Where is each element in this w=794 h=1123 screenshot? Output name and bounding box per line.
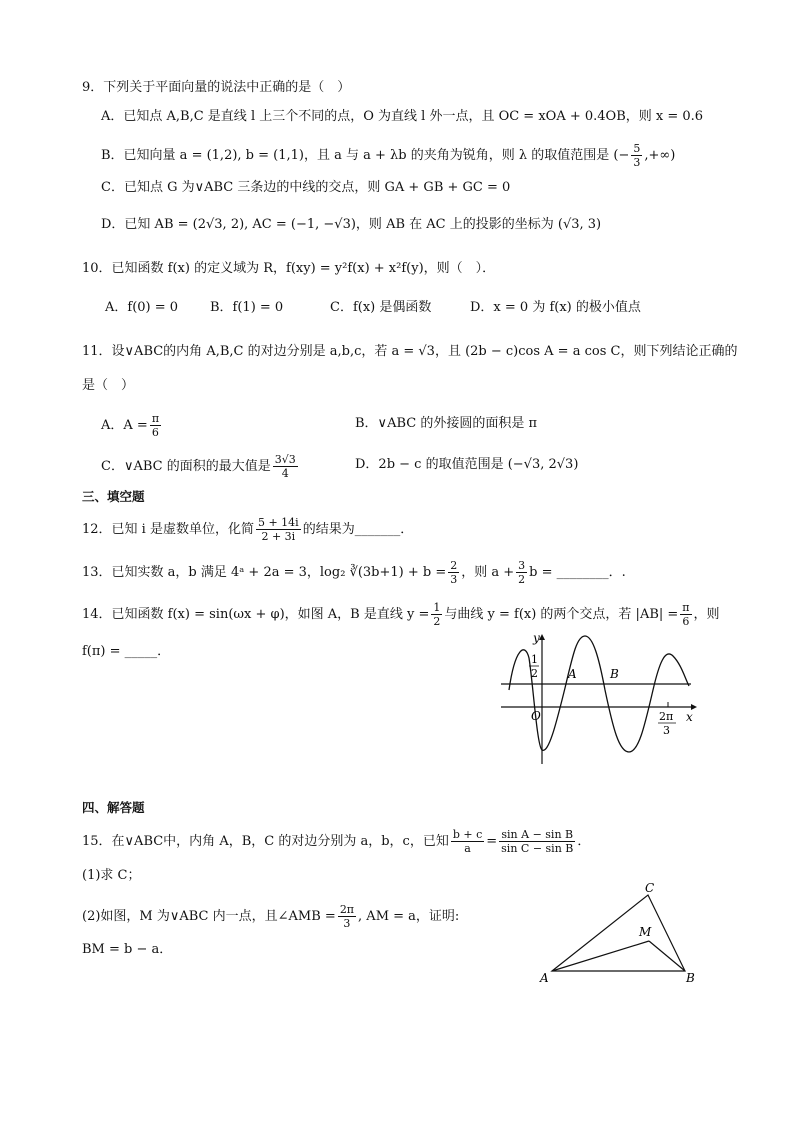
frac-den: 2 + 3i: [261, 530, 296, 543]
q9-option-b: [101, 142, 675, 169]
label-point-a: A: [568, 667, 577, 681]
q11-option-d: D．2b − c 的取值范围是 (−√3, 2√3): [355, 457, 579, 472]
q9-option-b-fraction: [631, 142, 642, 169]
label-origin: O: [531, 709, 541, 723]
q10-option-c: C．f(x) 是偶函数: [330, 300, 432, 315]
q12-text: 12．已知 i 是虚数单位，化简: [82, 522, 254, 537]
frac-den: 2: [433, 615, 441, 628]
q15-part-2: [82, 903, 459, 930]
q15-text-end: ．: [577, 834, 591, 849]
q15-part-2-fraction: [338, 903, 356, 930]
q15-part-2-text: (2)如图，M 为∨ABC 内一点，且∠AMB =: [82, 909, 336, 924]
segment-am: [552, 941, 649, 971]
frac-den: 6: [682, 615, 690, 628]
q9-option-d: D．已知 AB = (2√3, 2), AC = (−1, −√3)，则 AB 在 AC 上的投影的坐标为 (√3, 3): [101, 217, 602, 232]
q15-part-2-text-end: , AM = a，证明:: [358, 909, 460, 924]
y-axis-arrow: [539, 634, 545, 640]
q13-text-mid: ，则 a +: [461, 565, 515, 580]
q14-text-mid: 与曲线 y = f(x) 的两个交点，若 |AB| =: [444, 607, 679, 622]
frac-num: π: [151, 412, 160, 425]
q15-fraction-1: [451, 828, 484, 855]
q10-option-b: B．f(1) = 0: [210, 300, 284, 315]
label-vertex-b: B: [686, 971, 695, 985]
q13: [82, 559, 626, 586]
q9-stem: 9．下列关于平面向量的说法中正确的是（ ）: [82, 80, 351, 95]
label-point-m: M: [639, 925, 652, 939]
label-tick-den: 3: [663, 724, 670, 737]
q15-triangle-figure: [535, 876, 705, 991]
frac-num: 3√3: [274, 453, 296, 466]
segment-mb: [649, 941, 685, 971]
q13-answer-blank: b = ________．.: [529, 565, 626, 580]
frac-num: 3: [518, 559, 526, 572]
q9-option-a: A．已知点 A,B,C 是直线 l 上三个不同的点，O 为直线 l 外一点，且 OC = xOA + 0.4OB，则 x = 0.6: [101, 109, 704, 124]
q14: [82, 601, 720, 628]
q13-text: 13．已知实数 a，b 满足 4ᵃ + 2a = 3，log₂ ∛(3b+1) + b =: [82, 565, 447, 580]
label-tick-num: 2π: [659, 710, 674, 723]
q14-text-end: ，则: [693, 607, 720, 622]
q14-sine-figure: [495, 628, 700, 768]
frac-num: b + c: [452, 828, 483, 841]
section-fill-in: 三、填空题: [82, 489, 145, 504]
frac-den: 2: [518, 573, 526, 586]
q14-fraction-1: [431, 601, 442, 628]
label-vertex-a: A: [540, 971, 549, 985]
label-y: y: [533, 631, 540, 645]
q11-stem-cont: 是（ ）: [82, 378, 135, 393]
frac-num: 5 + 14i: [257, 516, 299, 529]
label-x: x: [686, 710, 693, 724]
frac-num: sin A − sin B: [499, 828, 575, 842]
label-half-den: 2: [531, 667, 538, 680]
q13-fraction-2: [516, 559, 527, 586]
frac-num: 2: [450, 559, 458, 572]
q12: [82, 516, 413, 543]
frac-den: 4: [281, 467, 289, 480]
frac-num: π: [682, 601, 690, 614]
q9-option-b-close: ,+∞): [644, 148, 676, 163]
q9-option-c: C．已知点 G 为∨ABC 三条边的中线的交点，则 GA + GB + GC = 0: [101, 180, 511, 195]
q11-option-a: [101, 412, 163, 439]
frac-den: 6: [151, 426, 159, 439]
frac-den: 3: [450, 573, 458, 586]
q11-option-c-text: C．∨ABC 的面积的最大值是: [101, 459, 271, 474]
label-vertex-c: C: [645, 881, 655, 895]
q14-answer: f(π) = _____．: [82, 644, 171, 659]
q10-option-d: D．x = 0 为 f(x) 的极小值点: [470, 300, 641, 315]
frac-num: 1: [433, 601, 441, 614]
q13-fraction-1: [448, 559, 459, 586]
frac-den: sin C − sin B: [501, 842, 574, 855]
q11-option-b: B．∨ABC 的外接圆的面积是 π: [355, 416, 538, 431]
q10-stem: 10．已知函数 f(x) 的定义域为 R，f(xy) = y²f(x) + x²f(y)，则（ ）．: [82, 261, 496, 276]
q11-option-a-fraction: [150, 412, 161, 439]
q9-option-b-text: B．已知向量 a = (1,2), b = (1,1)，且 a 与 a + λb 的夹角为锐角，则 λ 的取值范围是: [101, 148, 610, 163]
q12-answer-blank: 的结果为_______．: [302, 522, 414, 537]
q11-option-c-fraction: [273, 453, 298, 480]
label-half-num: 1: [531, 653, 538, 666]
section-solve: 四、解答题: [82, 800, 145, 815]
q14-text: 14．已知函数 f(x) = sin(ωx + φ)，如图 A，B 是直线 y =: [82, 607, 430, 622]
q10-option-a: A．f(0) = 0: [105, 300, 179, 315]
frac-den: 3: [633, 156, 641, 169]
q15-text: 15．在∨ABC中，内角 A，B，C 的对边分别为 a，b，c，已知: [82, 834, 449, 849]
q15-equals: =: [486, 834, 498, 849]
q11-option-c: [101, 453, 300, 480]
frac-den: 3: [343, 917, 351, 930]
q11-option-a-text: A．A =: [101, 418, 148, 433]
q9-option-b-open: (−: [613, 148, 630, 163]
label-point-b: B: [610, 667, 619, 681]
frac-num: 5: [633, 142, 641, 155]
frac-den: a: [464, 842, 471, 855]
q15-fraction-2: [499, 828, 575, 855]
q14-fraction-2: [680, 601, 691, 628]
q15: [82, 828, 590, 855]
q15-part-2-claim: BM = b − a．: [82, 942, 173, 957]
frac-num: 2π: [339, 903, 355, 916]
triangle-abc: [552, 895, 685, 971]
q15-part-1: (1)求 C；: [82, 868, 141, 883]
q11-stem: 11．设∨ABC的内角 A,B,C 的对边分别是 a,b,c，若 a = √3，且 (2b − c)cos A = a cos C，则下列结论正确的: [82, 344, 738, 359]
q12-fraction: [256, 516, 301, 543]
